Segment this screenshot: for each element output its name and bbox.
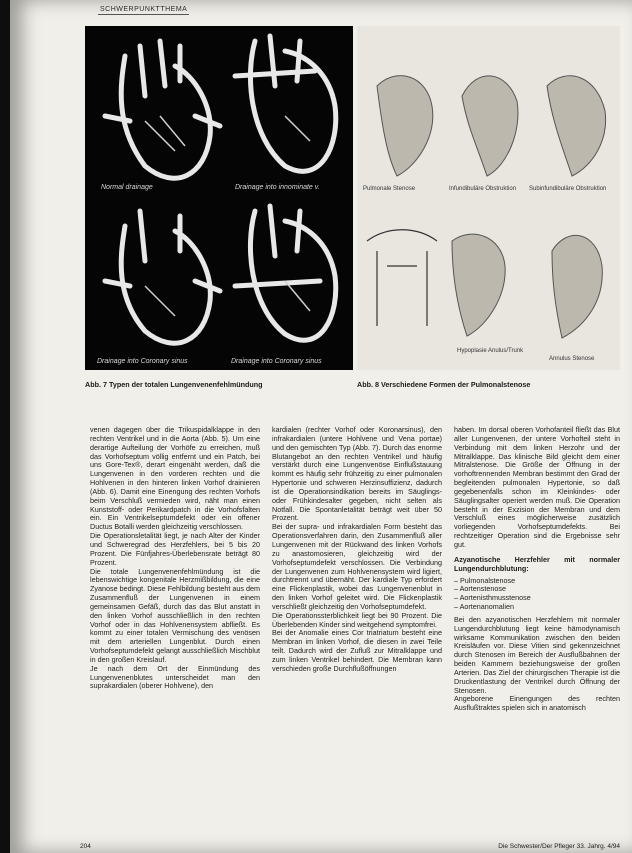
stenosis-sketch-icon	[357, 26, 620, 370]
figure-7-image	[85, 26, 353, 370]
panel-label: Normal drainage	[101, 184, 153, 191]
paragraph: Angeborene Einengungen des rechten Ausflußtraktes spielen sich in anatomisch	[454, 694, 620, 713]
journal-page	[10, 0, 632, 853]
figure-8-image	[357, 26, 620, 370]
section-tag: SCHWERPUNKTTHEMA	[100, 6, 188, 13]
heart-diagram-icon	[85, 26, 353, 370]
panel-label: Drainage into innominate v.	[235, 184, 320, 191]
paragraph: Die Operationssterblichkeit liegt bei 90 Prozent. Die Überlebenden Kinder sind weitgehend symptomfrei.	[272, 610, 442, 629]
list-item: – Pulmonalstenose	[454, 577, 620, 586]
panel-label: Pulmonale Stenose	[363, 186, 416, 192]
paragraph: Bei den azyanotischen Herzfehlern mit normaler Lungendurchblutung liegt keine hämodynamisch wirksame Kommunikation zwischen den beiden Kreisläufen vor. Diese Vitien sind gekennzeichnet durch Stenosen im Bereich der Ausflußbahnen der beiden Kammern beziehungsweise der großen Arterien. Das Ziel der chirurgischen Therapie ist die Druckentlastung der Ventrikel durch Öffnung der Stenosen.	[454, 614, 620, 695]
paragraph: Die Operationsletalität liegt, je nach Alter der Kinder und Schweregrad des Herzfehlers, bei 5 bis 20 Prozent. Die Fünfjahres-Überlebensrate beträgt 80 Prozent.	[90, 531, 260, 567]
figure-8-caption: Abb. 8 Verschiedene Formen der Pulmonalstenose	[357, 380, 531, 389]
panel-label: Infundibuläre Obstruktion	[449, 186, 517, 192]
paragraph: Bei der supra- und infrakardialen Form besteht das Operationsverfahren darin, den Zusammenfluß aller Lungenvenen mit der Rückwand des linken Vorhofs zu anastomosieren, gleichzeitig wird der Vorhofseptumdefekt verschlossen. Die Verbindung der Lungenvenen zum Hohlvenensystem wird ligiert, durchtrennt und übernäht. Der kardiale Typ erfordert eine Flickenplastik, wobei das Lungenvenenblut in den linken Vorhof geleitet wird. Die Flickenplastik verschließt gleichzeitig den Vorhofseptumdefekt.	[272, 522, 442, 611]
page-number: 204	[80, 843, 91, 850]
text-column-3	[454, 426, 620, 713]
panel-label: Annulus Stenose	[549, 356, 595, 362]
figure-7-caption: Abb. 7 Typen der totalen Lungenvenenfehlmündung	[85, 380, 263, 389]
panel-label: Drainage into Coronary sinus	[97, 358, 188, 365]
text-column-1	[90, 426, 260, 691]
panel-label: Subinfundibuläre Obstruktion	[529, 186, 607, 192]
panel-label: Hypoplasie Anulus/Trunk	[457, 348, 524, 354]
text-column-2	[272, 426, 442, 674]
box-title: Azyanotische Herzfehler mit normaler Lungendurchblutung:	[454, 554, 620, 573]
panel-label: Drainage into Coronary sinus	[231, 358, 322, 365]
paragraph: kardialen (rechter Vorhof oder Koronarsinus), den infrakardialen (untere Hohlvene und Vena portae) und den gemischten Typ (Abb. 7). Durch das enorme Blutangebot an den rechten Ventrikel und häufig verstärkt durch eine Lungenvenöse Einflußstauung kommt es häufig sehr frühzeitig zu einer pulmonalen Hypertonie und schweren Herzinsuffizienz, dadurch ist die Operationsindikation bereits im Säuglings- oder Frühkindesalter gegeben, nicht selten als Notfall. Die Spontanletalität beträgt weit über 50 Prozent.	[272, 425, 442, 523]
journal-footer: Die Schwester/Der Pfleger 33. Jahrg. 4/94	[498, 843, 620, 850]
list-item: – Aortenisthmusstenose	[454, 594, 620, 603]
paragraph: haben. Im dorsal oberen Vorhofanteil fließt das Blut aller Lungenvenen, der untere Vorhofteil steht in Verbindung mit dem linken Herzohr und der Mitralklappe. Das klinische Bild gleicht dem einer Mitralstenose. Die Größe der Öffnung in der vorhoftrennenden Membran bestimmt den Grad der begleitenden pulmonalen Hypertonie, so daß gegebenenfalls schon im Kleinkindes- oder Säuglingsalter operiert werden muß. Die Operation besteht in der Exzision der Membran und dem Verschluß eines möglicherweise zusätzlich vorliegenden Vorhofseptumdefekts. Bei rechtzeitiger Operation sind die Ergebnisse sehr gut.	[454, 425, 620, 549]
paragraph: Die totale Lungenvenenfehlmündung ist die lebenswichtige kongenitale Herzmißbildung, die eine Zyanose bedingt. Diese Fehlbildung besteht aus dem Zusammenfluß der Lungenvenen in einem gemeinsamen Gefäß, durch das das Blut anstatt in den linken Vorhof ausschließlich in den rechten Vorhof oder in das Hohlvenensystem abfließt. Es kommt zu einer totalen Vermischung des venösen mit dem arteriellen Lungenblut. Durch einen Vorhofseptumdefekt gelangt ausschließlich Mischblut in den großen Kreislauf.	[90, 566, 260, 664]
defect-list	[454, 577, 620, 612]
paragraph: Je nach dem Ort der Einmündung des Lungenvenenblutes unterscheidet man den suprakardialen (oberer Hohlvene), den	[90, 663, 260, 691]
list-item: – Aortenstenose	[454, 585, 620, 594]
list-item: – Aortenanomalien	[454, 603, 620, 612]
paragraph: Bei der Anomalie eines Cor triatriatum besteht eine Membran im linken Vorhof, die diesen in zwei Teile teilt. Dadurch wird der Zufluß zur Mitralklappe und zum linken Ventrikel behindert. Die Membran kann verschieden große Durchflußöffnungen	[272, 628, 442, 673]
paragraph: venen dagegen über die Trikuspidalklappe in den rechten Ventrikel und in die Aorta (Abb. 5). Um eine derartige Aufteilung der Vorhöfe zu erreichen, muß das Vorhofseptum völlig entfernt und ein Patch, bei uns Gore-Tex®, derart eingenäht werden, daß die Lungenvenen in den vorderen rechten und die Hohlvenen in den hinteren linken Vorhof drainieren (Abb. 6). Damit eine Einengung des rechten Vorhofs beim Verschluß vermieden wird, näht man einen Kunststoff- oder Perikardpatch in die Vorhofsfalten ein. Ein Ventrikelseptumdefekt oder ein offener Ductus Botalli werden gleichzeitig verschlossen.	[90, 425, 260, 532]
